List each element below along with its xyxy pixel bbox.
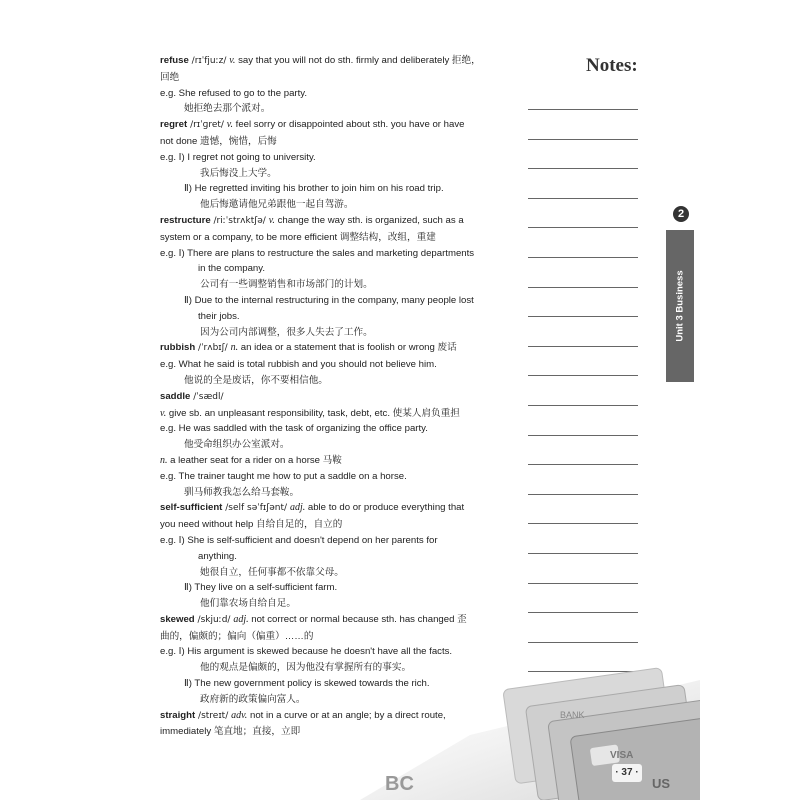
headword: straight xyxy=(160,709,196,721)
part-of-speech: v. xyxy=(229,55,236,66)
note-rule-line xyxy=(528,583,638,584)
card-text-bank: BANK xyxy=(560,710,585,720)
pronunciation: /rɪˈfjuːz/ xyxy=(188,56,230,66)
entry-text: not done 遗憾，惋惜，后悔 xyxy=(160,135,277,147)
dictionary-entries xyxy=(160,53,500,740)
pronunciation: /riːˈstrʌktʃə/ xyxy=(210,215,269,226)
entry-line xyxy=(160,277,500,293)
entry-line xyxy=(160,485,500,501)
entry-text: e.g. She refused to go to the party. xyxy=(160,87,308,99)
entry-text: 曲的，偏颇的；偏向（偏重）……的 xyxy=(160,630,314,642)
entry-text: anything. xyxy=(198,550,237,562)
entry-line xyxy=(160,612,500,629)
entry-text: feel sorry or disappointed about sth. you have or have xyxy=(233,119,465,131)
entry-text: e.g. The trainer taught me how to put a saddle on a horse. xyxy=(160,470,407,482)
part-of-speech: v. xyxy=(226,119,233,131)
entry-text: e.g. Ⅰ) His argument is skewed because he doesn't have all the facts. xyxy=(160,646,453,658)
entry-text: their jobs. xyxy=(198,310,240,322)
headword: rubbish xyxy=(160,342,196,354)
part-of-speech: n. xyxy=(230,342,239,354)
entry-line xyxy=(160,373,500,389)
entry-line xyxy=(160,53,500,70)
note-rule-line xyxy=(528,494,638,495)
entry-line xyxy=(160,340,500,357)
entry-line xyxy=(160,549,500,565)
entry-line xyxy=(160,213,500,230)
headword: self-sufficient xyxy=(160,502,223,514)
entry-line xyxy=(160,453,500,469)
entry-text: an idea or a statement that is foolish or wrong 废话 xyxy=(238,342,457,354)
entry-text: e.g. Ⅰ) She is self-sufficient and doesn't depend on her parents for xyxy=(160,534,438,546)
note-rule-line xyxy=(528,109,638,110)
note-rule-line xyxy=(528,257,638,258)
pronunciation: /self səˈfɪʃənt/ xyxy=(222,503,290,514)
entry-text: 他后悔邀请他兄弟跟他一起自驾游。 xyxy=(200,199,354,211)
entry-line xyxy=(160,565,500,581)
entry-text: 回绝 xyxy=(160,71,180,83)
part-of-speech: v. xyxy=(160,407,167,419)
entry-text: e.g. What he said is total rubbish and you should not believe him. xyxy=(160,359,437,371)
pronunciation: /ˈrʌbɪʃ/ xyxy=(195,343,231,354)
entry-text: 她拒绝去那个派对。 xyxy=(184,103,271,115)
entry-text: 我后悔没上大学。 xyxy=(200,167,277,179)
page-number: · 37 · xyxy=(612,764,642,782)
note-rule-line xyxy=(528,405,638,406)
entry-line xyxy=(160,596,500,612)
part-of-speech: adv. xyxy=(231,709,248,721)
headword: saddle xyxy=(160,390,191,402)
entry-line xyxy=(160,246,500,262)
entry-line xyxy=(160,117,500,134)
entry-text: a leather seat for a rider on a horse 马鞍 xyxy=(167,454,342,466)
entry-text: Ⅱ) They live on a self-sufficient farm. xyxy=(184,582,338,594)
note-rule-line xyxy=(528,139,638,140)
headword: regret xyxy=(160,119,188,131)
entry-line xyxy=(160,309,500,325)
entry-text: 驯马师教我怎么给马套鞍。 xyxy=(184,486,300,498)
notes-heading: Notes: xyxy=(586,55,638,76)
entry-line xyxy=(160,325,500,341)
entry-text: Ⅱ) Due to the internal restructuring in the company, many people lost xyxy=(184,294,474,306)
entry-text: you need without help 自给自足的，自立的 xyxy=(160,519,343,531)
entry-text: Ⅱ) He regretted inviting his brother to join him on his road trip. xyxy=(184,183,444,195)
card-text-visa: VISA xyxy=(610,750,634,761)
note-rule-line xyxy=(528,287,638,288)
part-of-speech: n. xyxy=(160,454,168,466)
unit-tab-label: Unit 3 Business xyxy=(674,270,686,342)
note-rule-line xyxy=(528,198,638,199)
entry-line xyxy=(160,134,500,150)
entry-text: system or a company, to be more efficient 调整结构，改组，重建 xyxy=(160,231,436,243)
entry-text: 公司有一些调整销售和市场部门的计划。 xyxy=(200,279,373,291)
entry-line xyxy=(160,580,500,596)
entry-text: 政府新的政策偏向富人。 xyxy=(200,693,306,705)
note-rule-line xyxy=(528,375,638,376)
entry-line xyxy=(160,261,500,277)
note-rule-line xyxy=(528,612,638,613)
entry-text: able to do or produce everything that xyxy=(305,502,465,514)
headword: skewed xyxy=(160,613,195,625)
pronunciation: /ˈsædl/ xyxy=(190,391,224,402)
entry-text: e.g. Ⅰ) I regret not going to university. xyxy=(160,151,316,163)
note-rule-line xyxy=(528,464,638,465)
entry-text: 她很自立，任何事都不依靠父母。 xyxy=(200,566,344,578)
entry-line xyxy=(160,230,500,246)
note-rule-line xyxy=(528,346,638,347)
entry-text: say that you will not do sth. firmly and deliberately 拒绝， xyxy=(235,55,481,66)
entry-text: Ⅱ) The new government policy is skewed towards the rich. xyxy=(184,678,430,690)
credit-cards-illustration xyxy=(360,640,700,800)
entry-line xyxy=(160,101,500,117)
card-text-us: US xyxy=(652,776,671,791)
headword: refuse xyxy=(160,55,189,66)
entry-text: change the way sth. is organized, such as a xyxy=(274,214,464,226)
entry-text: give sb. an unpleasant responsibility, task, debt, etc. 使某人肩负重担 xyxy=(166,407,460,419)
entry-text: 他受命组织办公室派对。 xyxy=(184,439,290,451)
entry-text: not in a curve or at an angle; by a direct route, xyxy=(247,709,446,721)
note-rule-line xyxy=(528,227,638,228)
headword: restructure xyxy=(160,214,211,226)
entry-line xyxy=(160,181,500,197)
entry-line xyxy=(160,357,500,373)
entry-text: e.g. He was saddled with the task of organizing the office party. xyxy=(160,423,428,435)
entry-line xyxy=(160,469,500,485)
entry-line xyxy=(160,86,500,102)
entry-line xyxy=(160,421,500,437)
entry-text: e.g. Ⅰ) There are plans to restructure the sales and marketing departments xyxy=(160,247,475,259)
unit-number-badge: 2 xyxy=(673,206,689,222)
entry-line xyxy=(160,389,500,406)
note-rule-line xyxy=(528,316,638,317)
entry-line xyxy=(160,500,500,517)
entry-line xyxy=(160,533,500,549)
entry-line xyxy=(160,437,500,453)
note-rule-line xyxy=(528,168,638,169)
pronunciation: /rɪˈɡret/ xyxy=(187,120,227,131)
entry-text: 他说的全是废话，你不要相信他。 xyxy=(184,374,328,386)
entry-line xyxy=(160,166,500,182)
entry-text: 他的观点是偏颇的，因为他没有掌握所有的事实。 xyxy=(200,662,412,674)
note-rule-line xyxy=(528,435,638,436)
entry-text: immediately 笔直地；直接，立即 xyxy=(160,726,301,738)
pronunciation: /skjuːd/ xyxy=(194,614,234,625)
entry-text: 因为公司内部调整，很多人失去了工作。 xyxy=(200,326,373,338)
part-of-speech: v. xyxy=(268,214,275,226)
part-of-speech: adj. xyxy=(233,613,249,625)
pronunciation: /streɪt/ xyxy=(195,710,232,721)
part-of-speech: adj. xyxy=(289,502,306,514)
note-rule-line xyxy=(528,553,638,554)
entry-line xyxy=(160,70,500,86)
note-rule-line xyxy=(528,523,638,524)
entry-line xyxy=(160,293,500,309)
entry-text: 他们靠农场自给自足。 xyxy=(200,598,296,610)
entry-line xyxy=(160,197,500,213)
entry-line xyxy=(160,517,500,533)
card-text-bc: BC xyxy=(385,773,414,795)
entry-line xyxy=(160,406,500,422)
entry-text: in the company. xyxy=(198,263,266,275)
entry-text: not correct or normal because sth. has changed 歪 xyxy=(248,613,467,625)
unit-side-tab xyxy=(666,230,694,382)
entry-line xyxy=(160,150,500,166)
